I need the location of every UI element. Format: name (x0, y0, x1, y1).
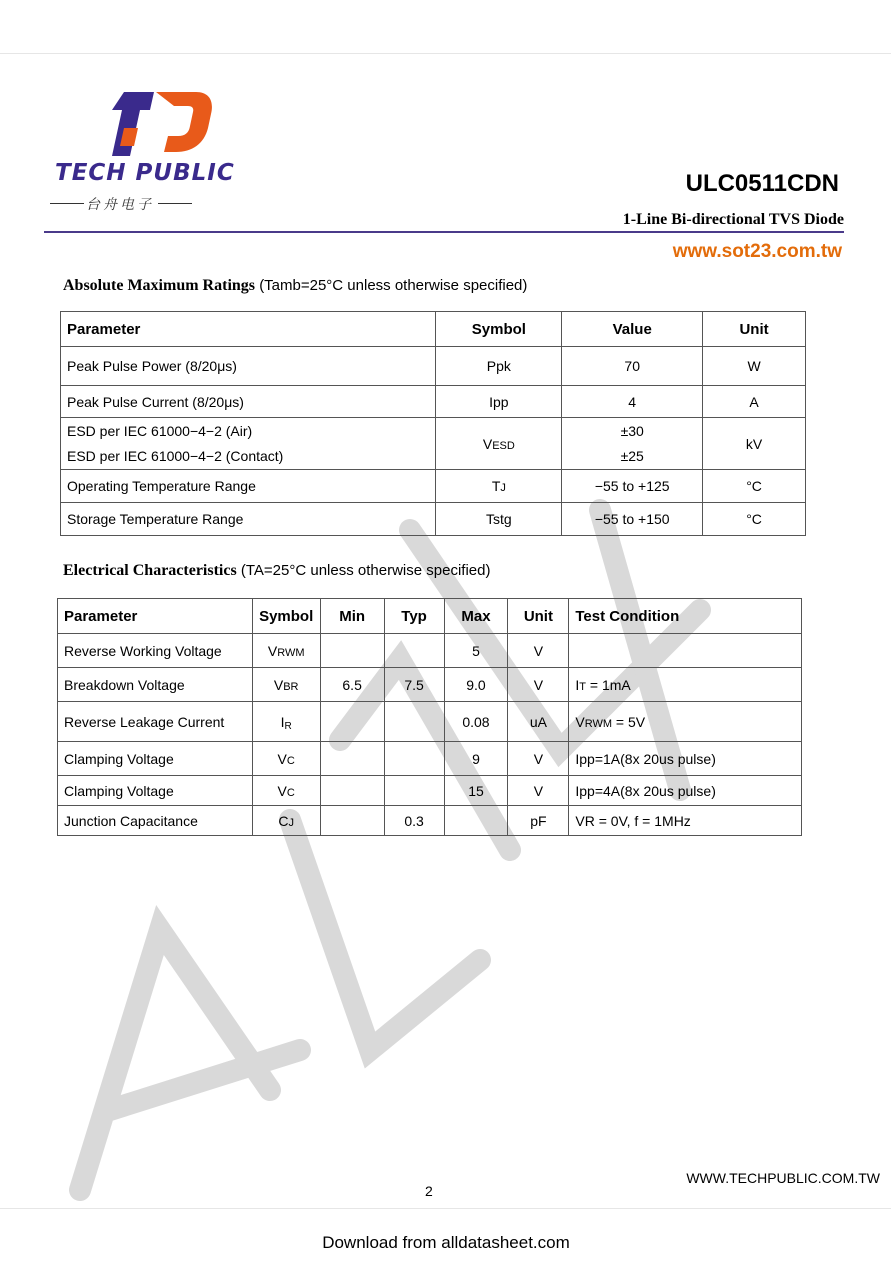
col-header: Max (444, 599, 508, 634)
part-number: ULC0511CDN (685, 170, 839, 197)
brand-name-cn: 台舟电子 (86, 196, 154, 212)
min-cell (320, 702, 384, 742)
abs-note: (Tamb=25°C unless otherwise specified) (259, 277, 528, 294)
min-cell: 6.5 (320, 668, 384, 702)
symbol-cell (252, 634, 320, 668)
symbol-sub: R (284, 720, 292, 732)
unit-cell: V (508, 742, 569, 776)
typ-cell: 7.5 (384, 668, 444, 702)
max-cell: 15 (444, 776, 508, 806)
max-cell: 0.08 (444, 702, 508, 742)
table-row (61, 503, 806, 536)
symbol-main: V (273, 676, 284, 693)
param-cell: Peak Pulse Power (8/20μs) (61, 347, 436, 386)
col-header: Unit (508, 599, 569, 634)
col-header: Parameter (61, 312, 436, 347)
symbol-main: V (267, 642, 278, 659)
table-row (61, 418, 806, 470)
header-url[interactable]: www.sot23.com.tw (672, 241, 842, 262)
param-cell: Reverse Working Voltage (58, 634, 253, 668)
typ-cell (384, 776, 444, 806)
param-cell: Clamping Voltage (58, 742, 253, 776)
abs-title: Absolute Maximum Ratings (63, 277, 256, 294)
symbol-sub: C (286, 754, 295, 767)
col-header: Typ (384, 599, 444, 634)
unit-cell: kV (703, 418, 806, 470)
symbol-sub: RWM (277, 646, 305, 659)
table-row (58, 668, 802, 702)
tech-public-logo-icon (52, 90, 242, 210)
cond-main: V (575, 713, 585, 730)
footer-site[interactable]: WWW.TECHPUBLIC.COM.TW (686, 1170, 880, 1186)
abs-section-heading (63, 277, 527, 295)
param-line: ESD per IEC 61000−4−2 (Contact) (67, 447, 284, 464)
symbol-main: V (277, 782, 287, 799)
condition-cell (569, 702, 802, 742)
param-cell: Peak Pulse Current (8/20μs) (61, 386, 436, 418)
cond-sub: T (579, 680, 586, 693)
table-row (58, 742, 802, 776)
condition-cell: Ipp=1A(8x 20us pulse) (569, 742, 802, 776)
typ-cell (384, 634, 444, 668)
value-cell: 70 (562, 347, 703, 386)
typ-cell: 0.3 (384, 806, 444, 836)
unit-cell: °C (703, 503, 806, 536)
cond-sub: RWM (584, 717, 613, 730)
download-note[interactable]: Download from alldatasheet.com (322, 1233, 570, 1252)
max-cell: 9 (444, 742, 508, 776)
unit-cell: pF (508, 806, 569, 836)
brand-name: TECH PUBLIC (55, 160, 235, 186)
unit-cell: V (508, 668, 569, 702)
param-cell: Reverse Leakage Current (58, 702, 253, 742)
table-header-row (61, 312, 806, 347)
unit-cell: A (703, 386, 806, 418)
symbol-main: V (482, 435, 493, 452)
symbol-cell: Ipp (436, 386, 562, 418)
symbol-cell (252, 742, 320, 776)
symbol-main: I (280, 713, 285, 730)
table-header-row (58, 599, 802, 634)
param-cell: Breakdown Voltage (58, 668, 253, 702)
col-header: Parameter (58, 599, 253, 634)
param-cell: Storage Temperature Range (61, 503, 436, 536)
col-header: Test Condition (569, 599, 802, 634)
condition-cell (569, 668, 802, 702)
abs-max-ratings-table (60, 311, 806, 536)
param-cell: Junction Capacitance (58, 806, 253, 836)
symbol-sub: BR (283, 680, 299, 693)
electrical-characteristics-table (57, 598, 802, 836)
symbol-main: T (491, 478, 501, 494)
min-cell (320, 742, 384, 776)
value-cell: −55 to +125 (562, 470, 703, 503)
table-row (61, 470, 806, 503)
symbol-main: V (277, 750, 287, 767)
typ-cell (384, 702, 444, 742)
header-rule (44, 231, 844, 233)
part-subtitle: 1-Line Bi-directional TVS Diode (622, 211, 844, 228)
cond-rest: = 5V (612, 713, 646, 730)
col-header: Value (562, 312, 703, 347)
min-cell (320, 634, 384, 668)
table-row (61, 347, 806, 386)
symbol-cell (436, 418, 562, 470)
table-row (58, 806, 802, 836)
table-row (58, 776, 802, 806)
symbol-main: C (278, 812, 289, 829)
elec-note: (TA=25°C unless otherwise specified) (240, 562, 491, 579)
param-cell: Operating Temperature Range (61, 470, 436, 503)
max-cell (444, 806, 508, 836)
col-header: Unit (703, 312, 806, 347)
symbol-cell: Ppk (436, 347, 562, 386)
value-cell: 4 (562, 386, 703, 418)
value-line: ±25 (620, 447, 644, 464)
symbol-sub: C (286, 786, 295, 799)
symbol-sub: J (288, 816, 294, 829)
condition-cell (569, 634, 802, 668)
min-cell (320, 776, 384, 806)
symbol-sub: ESD (492, 439, 515, 452)
table-row (61, 386, 806, 418)
symbol-cell (252, 702, 320, 742)
unit-cell: V (508, 776, 569, 806)
max-cell: 5 (444, 634, 508, 668)
param-cell: Clamping Voltage (58, 776, 253, 806)
cond-rest: = 1mA (586, 676, 631, 693)
typ-cell (384, 742, 444, 776)
cond-main: I (575, 676, 580, 693)
value-cell (562, 418, 703, 470)
symbol-cell (436, 470, 562, 503)
value-cell: −55 to +150 (562, 503, 703, 536)
unit-cell: V (508, 634, 569, 668)
param-cell (61, 418, 436, 470)
condition-cell: Ipp=4A(8x 20us pulse) (569, 776, 802, 806)
unit-cell: uA (508, 702, 569, 742)
elec-section-heading (63, 562, 490, 580)
unit-cell: W (703, 347, 806, 386)
min-cell (320, 806, 384, 836)
max-cell: 9.0 (444, 668, 508, 702)
value-line: ±30 (620, 422, 644, 439)
symbol-cell: Tstg (436, 503, 562, 536)
symbol-cell (252, 668, 320, 702)
unit-cell: °C (703, 470, 806, 503)
symbol-sub: J (500, 482, 506, 494)
col-header: Symbol (252, 599, 320, 634)
col-header: Symbol (436, 312, 562, 347)
table-row (58, 702, 802, 742)
col-header: Min (320, 599, 384, 634)
page-number: 2 (425, 1183, 433, 1199)
symbol-cell (252, 806, 320, 836)
symbol-cell (252, 776, 320, 806)
elec-title: Electrical Characteristics (63, 562, 237, 579)
table-row (58, 634, 802, 668)
param-line: ESD per IEC 61000−4−2 (Air) (67, 422, 253, 439)
condition-cell: VR = 0V, f = 1MHz (569, 806, 802, 836)
